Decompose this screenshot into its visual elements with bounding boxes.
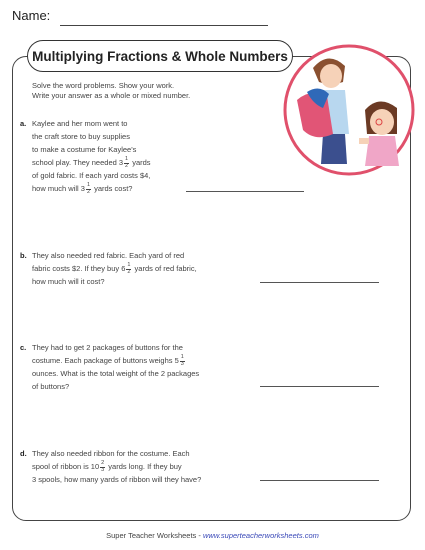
answer-line-d[interactable] — [260, 480, 379, 481]
fraction: $\frac{1}{2}$ — [86, 182, 90, 195]
question-text: Kaylee and her mom went to — [32, 119, 128, 128]
question-text: of buttons? — [32, 382, 70, 392]
answer-line-a[interactable] — [186, 191, 304, 192]
name-answer-line[interactable] — [60, 25, 268, 26]
fraction: $\frac{1}{2}$ — [125, 156, 129, 169]
worksheet-title: Multiplying Fractions & Whole Numbers — [27, 40, 293, 72]
question-letter: c. — [20, 343, 27, 352]
question-text: how much will it cost? — [32, 277, 105, 287]
fraction: $\frac{2}{3}$ — [101, 460, 105, 473]
mom-and-girl-illustration — [283, 38, 415, 182]
name-label: Name: — [12, 8, 51, 23]
question-letter: b. — [20, 251, 27, 260]
question-text: of gold fabric. If each yard costs $4, — [32, 171, 151, 181]
question-text: how much will 3 $\frac{1}{2}$ yards cost? — [32, 182, 133, 195]
footer-brand: Super Teacher Worksheets - — [106, 531, 203, 540]
answer-line-c[interactable] — [260, 386, 379, 387]
question-text: 3 spools, how many yards of ribbon will they have? — [32, 475, 202, 485]
question-text: costume. Each package of buttons weighs 5 $\frac{1}{3}$ — [32, 354, 184, 367]
question-letter: a. — [20, 119, 27, 128]
instruction-line: Write your answer as a whole or mixed number. — [32, 91, 191, 100]
footer-url-link[interactable]: www.superteacherworksheets.com — [202, 531, 319, 540]
instructions — [32, 81, 190, 101]
fraction: $\frac{1}{2}$ — [127, 262, 131, 275]
instruction-line: Solve the word problems. Show your work. — [32, 81, 175, 90]
question-letter: d. — [20, 449, 27, 458]
answer-line-b[interactable] — [260, 282, 379, 283]
question-text: They also needed ribbon for the costume. Each — [32, 449, 190, 458]
question-text: spool of ribbon is 10 $\frac{2}{3}$ yards long. If they buy — [32, 460, 182, 473]
question-text: to make a costume for Kaylee's — [32, 145, 137, 154]
question-text: fabric costs $2. If they buy 6 $\frac{1}{2}$ yards of red fabric, — [32, 262, 197, 275]
question-text: school play. They needed 3 $\frac{1}{2}$ yards — [32, 156, 151, 169]
footer — [0, 531, 425, 540]
question-text: ounces. What is the total weight of the 2 packages — [32, 369, 200, 379]
question-text: the craft store to buy supplies — [32, 132, 130, 141]
question-text: They also needed red fabric. Each yard of red — [32, 251, 185, 260]
fraction: $\frac{1}{3}$ — [180, 354, 184, 367]
question-text: They had to get 2 packages of buttons for the — [32, 343, 183, 352]
